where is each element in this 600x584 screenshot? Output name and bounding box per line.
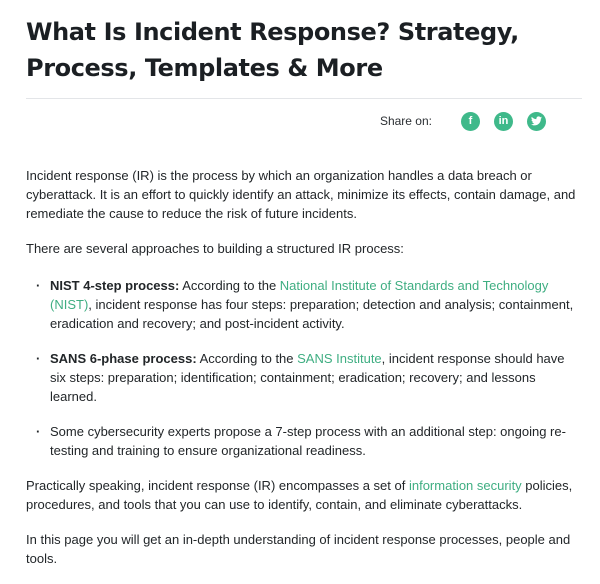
bullet-dot: · xyxy=(36,278,41,293)
linkedin-icon[interactable]: in xyxy=(494,112,513,131)
nist-link[interactable]: National Institute of Standards and Technology (NIST) xyxy=(50,278,549,312)
title-divider xyxy=(26,98,582,99)
infosec-link[interactable]: information security xyxy=(408,478,522,493)
approaches-intro: There are several approaches to building a structured IR process: xyxy=(26,241,404,256)
nist-post: , incident response has four steps: preparation; detection and analysis; containment, eradication and recovery; and post-incident activity. xyxy=(50,297,574,331)
share-label: Share on: xyxy=(379,114,432,128)
approaches-list xyxy=(26,276,582,460)
twitter-icon[interactable] xyxy=(527,112,546,131)
list-item-nist xyxy=(26,276,578,333)
sans-link[interactable]: SANS Institute xyxy=(297,351,382,366)
nist-label: NIST 4-step process: xyxy=(50,278,180,293)
seven-step-text: Some cybersecurity experts propose a 7-step process with an additional step: ongoing re-testing and training to ensure organizational readiness. xyxy=(50,424,566,458)
closing-paragraph: In this page you will get an in-depth understanding of incident response processes, people and tools. xyxy=(26,532,571,566)
sans-label: SANS 6-phase process: xyxy=(50,351,197,366)
list-item-seven-step xyxy=(26,422,578,460)
list-item-sans xyxy=(26,349,578,406)
intro-paragraph: Incident response (IR) is the process by which an organization handles a data breach or cyberattack. It is an effort to quickly identify an attack, minimize its effects, contain damage, and remediate the cause to reduce the risk of future incidents. xyxy=(26,168,576,221)
sans-pre: According to the xyxy=(196,351,298,366)
sans-post: , incident response should have six steps: preparation; identification; containment; eradication; recovery; and lessons learned. xyxy=(50,351,565,404)
nist-pre: According to the xyxy=(179,278,280,293)
practically-paragraph xyxy=(26,476,578,514)
twitter-bird-glyph xyxy=(531,116,542,126)
bullet-dot: · xyxy=(36,351,41,366)
bullet-dot: · xyxy=(36,424,41,439)
article xyxy=(26,0,582,584)
article-body xyxy=(26,166,582,568)
practically-pre: Practically speaking, incident response (IR) encompasses a set of xyxy=(26,478,409,493)
practically-post: policies, procedures, and tools that you can use to identify, contain, and eliminate cyberattacks. xyxy=(26,478,573,512)
facebook-icon[interactable]: f xyxy=(461,112,480,131)
share-bar xyxy=(26,107,582,135)
page-title: What Is Incident Response? Strategy, Process, Templates & More xyxy=(26,18,519,82)
